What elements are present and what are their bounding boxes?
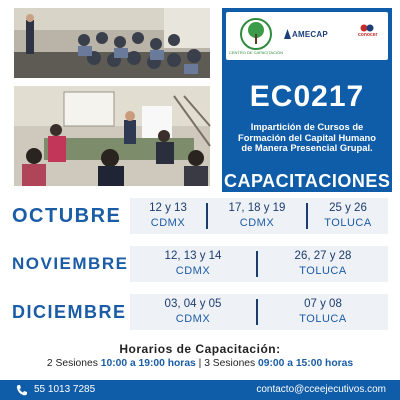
month-row-diciembre: [0, 294, 400, 330]
two-sessions-label: 2 Sesiones: [46, 358, 98, 369]
hours-line: [0, 358, 400, 369]
cce-tree-logo-icon: [228, 16, 284, 56]
logo-strip: [226, 12, 388, 60]
phone-icon: [16, 384, 27, 396]
capacitaciones-banner-text: CAPACITACIONES: [224, 171, 391, 191]
session-dates: 07 y 08: [304, 298, 342, 310]
session-cell: [258, 246, 388, 282]
group-session-photo-image: [14, 86, 210, 186]
session-cell: [130, 246, 256, 282]
month-name: OCTUBRE: [12, 205, 122, 227]
hours-separator: |: [198, 358, 202, 369]
session-dates: 03, 04 y 05: [164, 298, 222, 310]
session-cell: [258, 294, 388, 330]
contact-email[interactable]: contacto@cceejecutivos.com: [256, 384, 386, 395]
conocer-logo: conocer: [358, 32, 378, 38]
date-strip: [130, 294, 388, 330]
three-sessions-label: 3 Sesiones: [204, 358, 256, 369]
session-city: CDMX: [175, 265, 211, 277]
contact-footer: [0, 380, 400, 400]
month-name: NOVIEMBRE: [12, 254, 129, 273]
session-dates: 17, 18 y 19: [228, 202, 286, 214]
month-row-octubre: [0, 198, 400, 234]
month-name: DICIEMBRE: [12, 302, 127, 322]
session-cell: [208, 198, 306, 234]
phone-number[interactable]: 55 1013 7285: [34, 384, 96, 395]
three-sessions-time: 09:00 a 15:00 horas: [258, 358, 354, 369]
date-strip: [130, 246, 388, 282]
session-cell: [308, 198, 388, 234]
session-dates: 12, 13 y 14: [164, 250, 222, 262]
session-city: TOLUCA: [299, 313, 347, 325]
cce-logo-caption: CENTRO DE CAPACITACIÓN: [228, 50, 284, 55]
session-city: CDMX: [150, 217, 186, 229]
session-dates: 25 y 26: [329, 202, 367, 214]
session-city: CDMX: [239, 217, 275, 229]
session-city: TOLUCA: [324, 217, 372, 229]
classroom-photo-image: [14, 8, 210, 78]
session-cell: [130, 294, 256, 330]
capacitaciones-banner: [222, 171, 392, 192]
two-sessions-time: 10:00 a 19:00 horas: [100, 358, 196, 369]
session-cell: [130, 198, 206, 234]
course-panel: [222, 8, 392, 192]
group-session-photo: [14, 86, 210, 186]
session-dates: 26, 27 y 28: [294, 250, 352, 262]
conocer-mark-icon: [360, 23, 374, 32]
date-strip: [130, 198, 388, 234]
hours-title: Horarios de Capacitación:: [119, 342, 281, 356]
course-description: Impartición de Cursos de Formación del Capital Humano de Manera Presencial Grupal.: [237, 121, 377, 153]
classroom-photo: [14, 8, 210, 78]
amecap-logo: AMECAP: [292, 30, 328, 39]
amecap-mark-icon: [284, 29, 291, 39]
session-city: TOLUCA: [299, 265, 347, 277]
course-code: EC0217: [249, 80, 365, 113]
session-city: CDMX: [175, 313, 211, 325]
session-dates: 12 y 13: [149, 202, 187, 214]
month-row-noviembre: [0, 246, 400, 282]
